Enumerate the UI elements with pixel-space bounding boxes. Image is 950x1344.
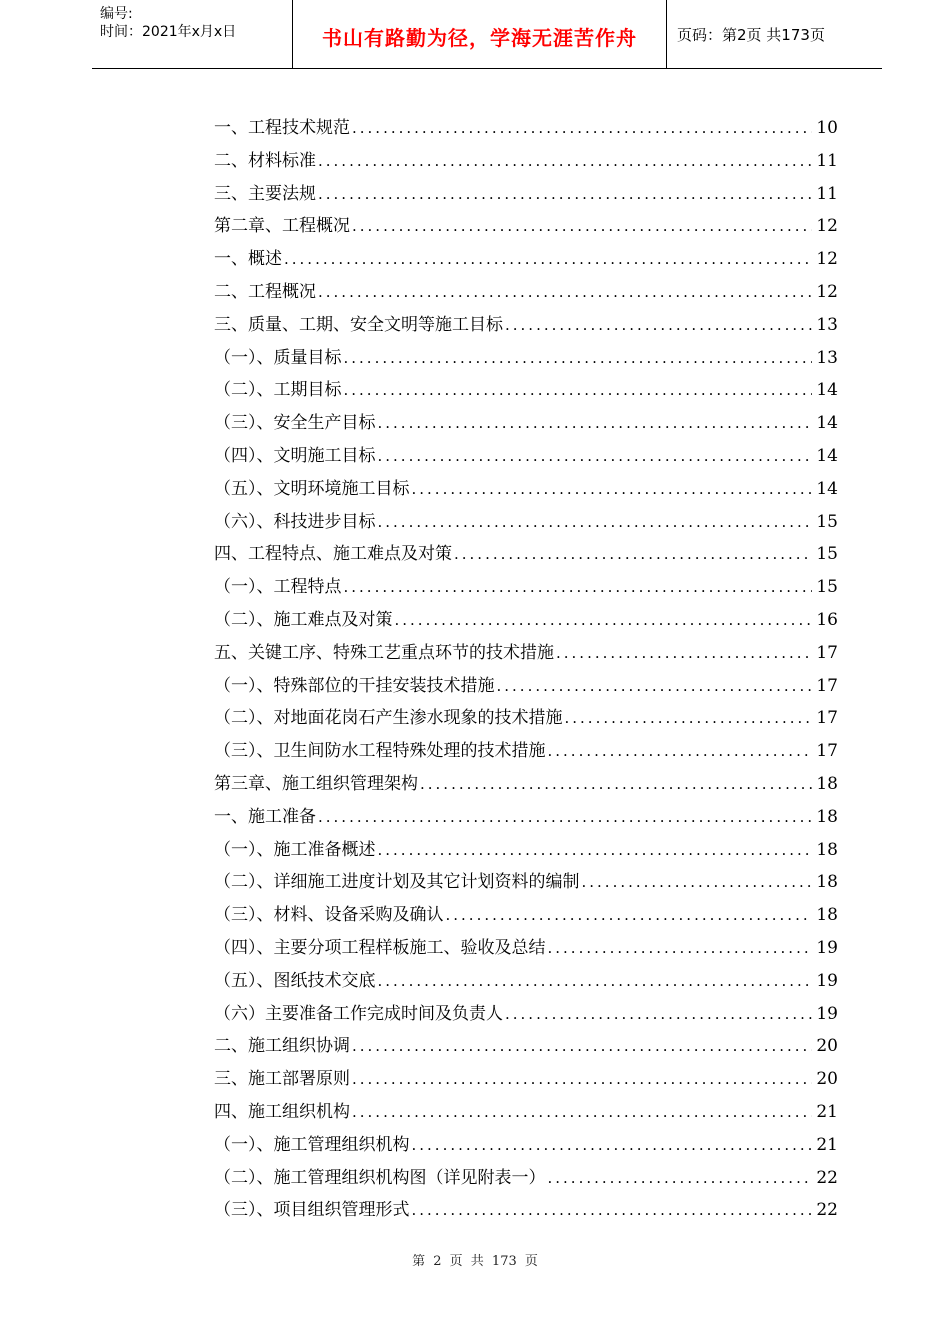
toc-entry[interactable] bbox=[214, 670, 838, 703]
toc-leader-dots bbox=[378, 440, 813, 473]
toc-leader-dots bbox=[378, 506, 813, 539]
toc-entry-title: 三、施工部署原则 bbox=[214, 1069, 350, 1090]
toc-entry-page-number: 21 bbox=[816, 1101, 838, 1122]
toc-entry[interactable] bbox=[214, 1162, 838, 1195]
toc-entry-page-number: 19 bbox=[816, 970, 838, 991]
toc-leader-dots bbox=[318, 145, 812, 178]
toc-leader-dots bbox=[378, 834, 813, 867]
toc-leader-dots bbox=[352, 1063, 812, 1096]
toc-entry[interactable] bbox=[214, 440, 838, 473]
toc-entry-page-number: 17 bbox=[816, 708, 838, 729]
toc-leader-dots bbox=[565, 702, 813, 735]
toc-entry-title: （四）、主要分项工程样板施工、验收及总结 bbox=[214, 937, 546, 958]
toc-entry-page-number: 14 bbox=[816, 445, 838, 466]
toc-entry-title: 四、施工组织机构 bbox=[214, 1101, 350, 1122]
toc-entry-title: （六）主要准备工作完成时间及负责人 bbox=[214, 1003, 503, 1024]
toc-entry-title: 一、施工准备 bbox=[214, 806, 316, 827]
toc-entry-title: （一）、施工准备概述 bbox=[214, 839, 376, 860]
toc-entry-title: 第三章、施工组织管理架构 bbox=[214, 773, 418, 794]
toc-leader-dots bbox=[548, 1162, 813, 1195]
toc-leader-dots bbox=[344, 342, 813, 375]
toc-entry-title: （四）、文明施工目标 bbox=[214, 445, 376, 466]
toc-entry-page-number: 19 bbox=[816, 937, 838, 958]
toc-leader-dots bbox=[548, 932, 813, 965]
toc-entry[interactable] bbox=[214, 210, 838, 243]
toc-entry[interactable] bbox=[214, 407, 838, 440]
toc-entry[interactable] bbox=[214, 1129, 838, 1162]
toc-entry-page-number: 15 bbox=[816, 577, 838, 598]
toc-entry[interactable] bbox=[214, 604, 838, 637]
toc-leader-dots bbox=[420, 768, 812, 801]
toc-entry-title: 二、工程概况 bbox=[214, 281, 316, 302]
toc-entry-page-number: 22 bbox=[816, 1200, 838, 1221]
toc-entry-title: 五、关键工序、特殊工艺重点环节的技术措施 bbox=[214, 642, 554, 663]
toc-entry-title: （二）、施工难点及对策 bbox=[214, 609, 393, 630]
toc-entry[interactable] bbox=[214, 506, 838, 539]
toc-entry[interactable] bbox=[214, 276, 838, 309]
toc-leader-dots bbox=[395, 604, 813, 637]
toc-entry-title: （一）、施工管理组织机构 bbox=[214, 1134, 410, 1155]
toc-entry-page-number: 18 bbox=[816, 773, 838, 794]
header-page-info: 页码：第2页 共173页 bbox=[677, 26, 825, 44]
toc-leader-dots bbox=[284, 243, 812, 276]
toc-entry[interactable] bbox=[214, 801, 838, 834]
toc-entry-title: （五）、文明环境施工目标 bbox=[214, 478, 410, 499]
toc-entry-title: 一、工程技术规范 bbox=[214, 118, 350, 138]
toc-entry-page-number: 13 bbox=[816, 347, 838, 368]
toc-entry[interactable] bbox=[214, 571, 838, 604]
toc-entry[interactable] bbox=[214, 342, 838, 375]
toc-entry[interactable] bbox=[214, 866, 838, 899]
toc-entry[interactable] bbox=[214, 1194, 838, 1227]
toc-entry-title: 一、概述 bbox=[214, 249, 282, 270]
toc-entry-title: （二）、施工管理组织机构图（详见附表一） bbox=[214, 1167, 546, 1188]
toc-leader-dots bbox=[454, 538, 812, 571]
toc-entry-page-number: 17 bbox=[816, 642, 838, 663]
toc-entry-title: （二）、对地面花岗石产生渗水现象的技术措施 bbox=[214, 708, 563, 729]
toc-entry-title: （一）、质量目标 bbox=[214, 347, 342, 368]
toc-entry-page-number: 11 bbox=[816, 150, 838, 171]
toc-entry-page-number: 15 bbox=[816, 511, 838, 532]
toc-entry-title: （三）、项目组织管理形式 bbox=[214, 1200, 410, 1221]
toc-entry-page-number: 14 bbox=[816, 380, 838, 401]
toc-entry-title: （一）、特殊部位的干挂安装技术措施 bbox=[214, 675, 495, 696]
toc-entry-page-number: 12 bbox=[816, 281, 838, 302]
toc-leader-dots bbox=[378, 965, 813, 998]
toc-entry[interactable] bbox=[214, 735, 838, 768]
toc-leader-dots bbox=[352, 1030, 812, 1063]
toc-leader-dots bbox=[344, 571, 813, 604]
toc-leader-dots bbox=[548, 735, 813, 768]
toc-entry[interactable] bbox=[214, 834, 838, 867]
toc-leader-dots bbox=[352, 210, 812, 243]
toc-entry-title: 三、质量、工期、安全文明等施工目标 bbox=[214, 314, 503, 335]
toc-entry-title: （三）、安全生产目标 bbox=[214, 413, 376, 434]
toc-entry[interactable] bbox=[214, 768, 838, 801]
toc-entry-title: （三）、卫生间防水工程特殊处理的技术措施 bbox=[214, 741, 546, 762]
doc-time-label: 时间：2021年x月x日 bbox=[100, 24, 237, 40]
toc-entry-page-number: 10 bbox=[816, 118, 838, 138]
toc-entry-page-number: 18 bbox=[816, 839, 838, 860]
toc-entry-title: （二）、详细施工进度计划及其它计划资料的编制 bbox=[214, 872, 580, 893]
toc-entry-title: 第二章、工程概况 bbox=[214, 216, 350, 237]
toc-entry-page-number: 20 bbox=[816, 1036, 838, 1057]
toc-entry-page-number: 21 bbox=[816, 1134, 838, 1155]
toc-entry-page-number: 13 bbox=[816, 314, 838, 335]
toc-leader-dots bbox=[446, 899, 813, 932]
toc-entry-page-number: 16 bbox=[816, 609, 838, 630]
toc-leader-dots bbox=[344, 374, 813, 407]
toc-leader-dots bbox=[505, 998, 812, 1031]
toc-entry[interactable] bbox=[214, 932, 838, 965]
toc-leader-dots bbox=[412, 473, 813, 506]
toc-leader-dots bbox=[556, 637, 812, 670]
doc-number-label: 编号: bbox=[100, 6, 133, 22]
toc-entry[interactable] bbox=[214, 965, 838, 998]
toc-entry[interactable] bbox=[214, 178, 838, 211]
toc-entry-title: （五）、图纸技术交底 bbox=[214, 970, 376, 991]
toc-entry-page-number: 11 bbox=[816, 183, 838, 204]
toc-entry-title: （六）、科技进步目标 bbox=[214, 511, 376, 532]
toc-entry-page-number: 12 bbox=[816, 249, 838, 270]
toc-leader-dots bbox=[505, 309, 812, 342]
toc-entry[interactable] bbox=[214, 899, 838, 932]
table-of-contents bbox=[214, 112, 838, 1227]
toc-entry-page-number: 12 bbox=[816, 216, 838, 237]
toc-leader-dots bbox=[318, 801, 812, 834]
toc-entry[interactable] bbox=[214, 1030, 838, 1063]
toc-entry-page-number: 14 bbox=[816, 413, 838, 434]
toc-entry-title: 四、工程特点、施工难点及对策 bbox=[214, 544, 452, 565]
toc-leader-dots bbox=[352, 112, 812, 145]
toc-entry[interactable] bbox=[214, 243, 838, 276]
toc-entry-page-number: 18 bbox=[816, 905, 838, 926]
toc-entry[interactable] bbox=[214, 702, 838, 735]
page-header bbox=[92, 0, 882, 69]
toc-entry-page-number: 17 bbox=[816, 675, 838, 696]
toc-leader-dots bbox=[412, 1194, 813, 1227]
toc-entry[interactable] bbox=[214, 998, 838, 1031]
toc-entry-page-number: 18 bbox=[816, 806, 838, 827]
toc-entry-title: 二、材料标准 bbox=[214, 150, 316, 171]
toc-entry-title: （三）、材料、设备采购及确认 bbox=[214, 905, 444, 926]
toc-entry[interactable] bbox=[214, 1063, 838, 1096]
toc-entry-page-number: 15 bbox=[816, 544, 838, 565]
toc-entry[interactable] bbox=[214, 309, 838, 342]
toc-entry-title: 二、施工组织协调 bbox=[214, 1036, 350, 1057]
toc-entry[interactable] bbox=[214, 112, 838, 145]
toc-entry[interactable] bbox=[214, 145, 838, 178]
toc-leader-dots bbox=[318, 276, 812, 309]
header-motto: 书山有路勤为径，学海无涯苦作舟 bbox=[322, 26, 637, 50]
toc-entry[interactable] bbox=[214, 538, 838, 571]
toc-leader-dots bbox=[412, 1129, 813, 1162]
toc-entry-page-number: 19 bbox=[816, 1003, 838, 1024]
toc-leader-dots bbox=[582, 866, 813, 899]
toc-leader-dots bbox=[318, 178, 812, 211]
page-footer: 第 2 页 共 173 页 bbox=[412, 1254, 538, 1269]
toc-entry-page-number: 22 bbox=[816, 1167, 838, 1188]
toc-leader-dots bbox=[497, 670, 813, 703]
toc-leader-dots bbox=[352, 1096, 812, 1129]
toc-entry-page-number: 17 bbox=[816, 741, 838, 762]
toc-entry-page-number: 20 bbox=[816, 1069, 838, 1090]
toc-entry[interactable] bbox=[214, 374, 838, 407]
toc-entry[interactable] bbox=[214, 473, 838, 506]
toc-leader-dots bbox=[378, 407, 813, 440]
toc-entry[interactable] bbox=[214, 637, 838, 670]
toc-entry-title: （二）、工期目标 bbox=[214, 380, 342, 401]
toc-entry-page-number: 18 bbox=[816, 872, 838, 893]
toc-entry-title: （一）、工程特点 bbox=[214, 577, 342, 598]
toc-entry-page-number: 14 bbox=[816, 478, 838, 499]
header-divider bbox=[666, 0, 667, 68]
header-meta bbox=[100, 5, 236, 41]
toc-entry[interactable] bbox=[214, 1096, 838, 1129]
toc-entry-title: 三、主要法规 bbox=[214, 183, 316, 204]
